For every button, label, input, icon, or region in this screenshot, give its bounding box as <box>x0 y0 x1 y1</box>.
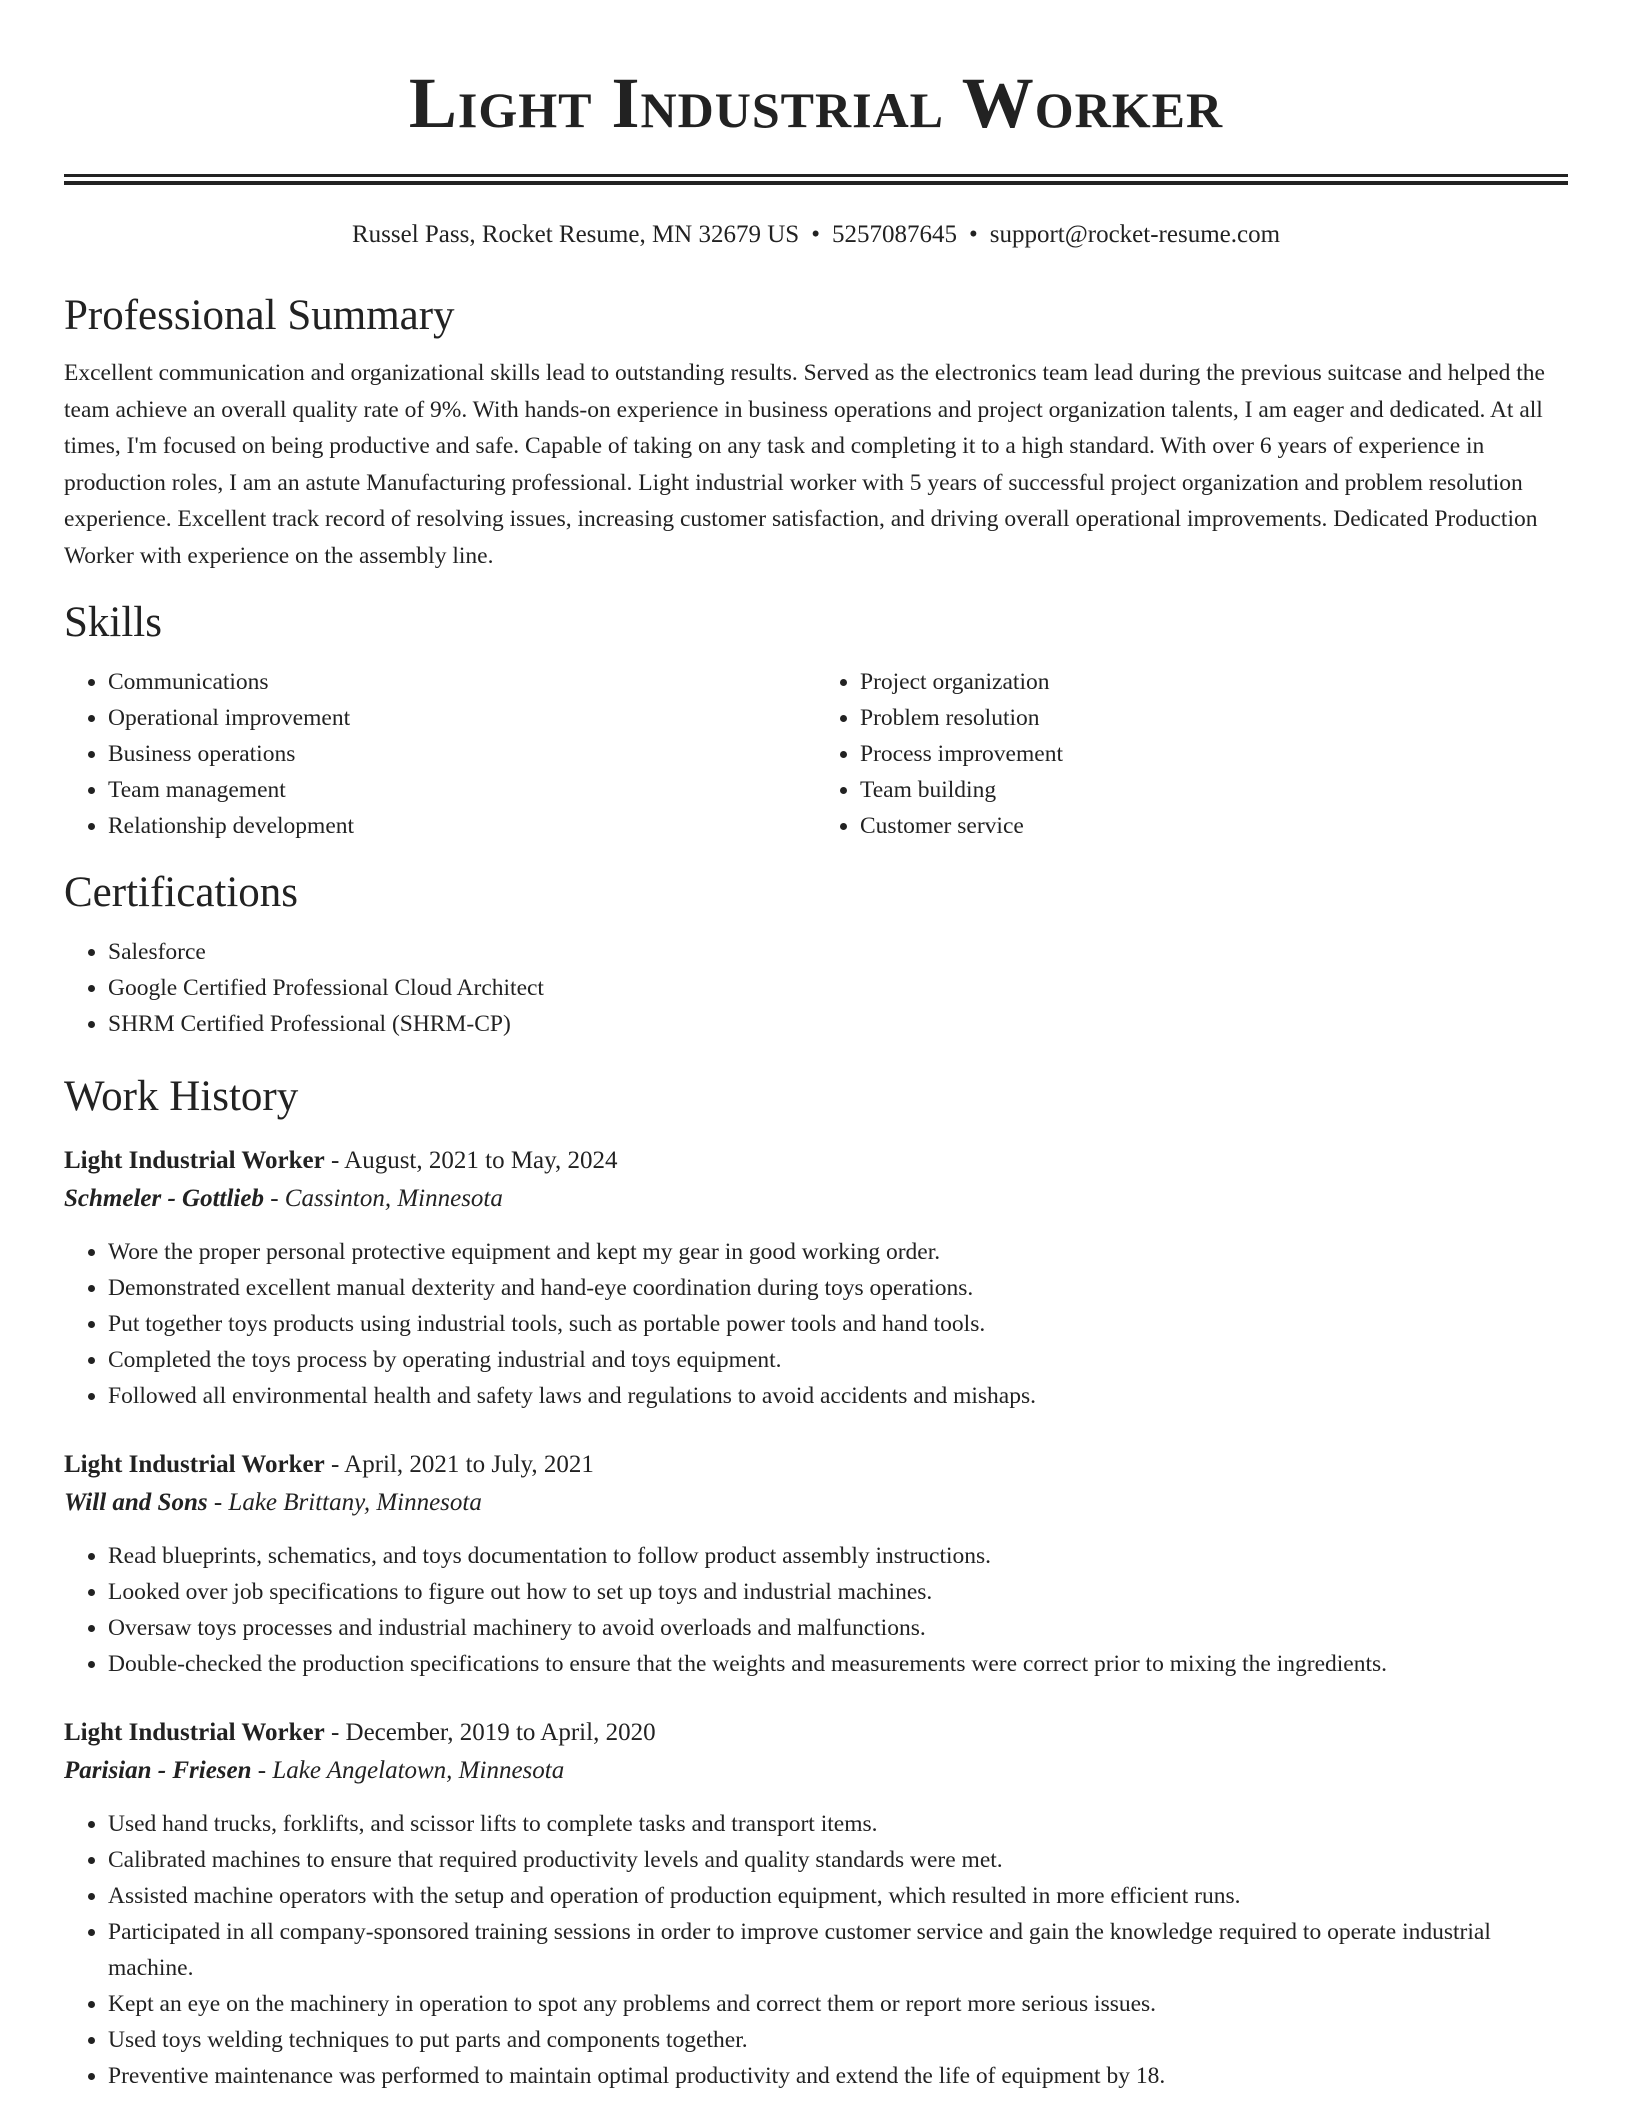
job-header <box>64 1142 1568 1180</box>
certifications-heading: Certifications <box>64 869 299 916</box>
skill-item: • Process improvement <box>860 736 1568 772</box>
job-employer <box>64 1484 1568 1522</box>
job-duty: • Read blueprints, schematics, and toys documentation to follow product assembly instructions. <box>108 1538 1568 1574</box>
job-employer <box>64 1752 1568 1790</box>
contact-separator: • <box>811 221 820 248</box>
summary-heading: Professional Summary <box>64 292 455 339</box>
job-duties <box>64 1538 1568 1682</box>
certification-item: • SHRM Certified Professional (SHRM-CP) <box>108 1006 1568 1042</box>
job-duty: • Participated in all company-sponsored training sessions in order to improve customer service and gain the knowledge required to operate industrial machine. <box>108 1914 1568 1986</box>
job-company: Will and Sons <box>64 1489 208 1516</box>
certification-item: • Salesforce <box>108 934 1568 970</box>
job-duty: • Assisted machine operators with the setup and operation of production equipment, which resulted in more efficient runs. <box>108 1878 1568 1914</box>
skill-item: • Communications <box>108 664 816 700</box>
job-company: Schmeler - Gottlieb <box>64 1185 264 1212</box>
skills-list-right <box>816 664 1568 844</box>
job-duty: • Used toys welding techniques to put parts and components together. <box>108 2022 1568 2058</box>
job-duty: • Used hand trucks, forklifts, and scissor lifts to complete tasks and transport items. <box>108 1806 1568 1842</box>
job-entry <box>64 1714 1568 2094</box>
job-entry <box>64 1142 1568 1414</box>
skill-item: • Business operations <box>108 736 816 772</box>
certifications-list <box>64 934 1568 1042</box>
skills-list-left <box>64 664 816 844</box>
job-header <box>64 1714 1568 1752</box>
job-duty: • Oversaw toys processes and industrial machinery to avoid overloads and malfunctions. <box>108 1610 1568 1646</box>
job-location: - Lake Angelatown, Minnesota <box>251 1757 565 1784</box>
job-duty: • Completed the toys process by operating industrial and toys equipment. <box>108 1342 1568 1378</box>
job-duty: • Put together toys products using industrial tools, such as portable power tools and hand tools. <box>108 1306 1568 1342</box>
job-duty: • Preventive maintenance was performed to maintain optimal productivity and extend the life of equipment by 18. <box>108 2058 1568 2094</box>
title-divider <box>64 174 1568 185</box>
skill-item: • Problem resolution <box>860 700 1568 736</box>
job-duties <box>64 1806 1568 2094</box>
job-employer <box>64 1180 1568 1218</box>
job-duty: • Wore the proper personal protective equipment and kept my gear in good working order. <box>108 1234 1568 1270</box>
contact-line <box>64 219 1568 251</box>
resume-title: Light Industrial Worker <box>408 63 1224 143</box>
contact-email: support@rocket-resume.com <box>989 221 1281 248</box>
job-company: Parisian - Friesen <box>64 1757 252 1784</box>
job-duty: • Calibrated machines to ensure that required productivity levels and quality standards were met. <box>108 1842 1568 1878</box>
job-entry <box>64 1446 1568 1682</box>
contact-separator: • <box>968 221 978 248</box>
work-history-heading: Work History <box>64 1073 299 1120</box>
job-title: Light Industrial Worker <box>64 1451 325 1478</box>
contact-address: Russel Pass, Rocket Resume, MN 32679 US <box>351 221 800 248</box>
summary-text: Excellent communication and organizational skills lead to outstanding results. Served as the electronics team lead during the previous suitcase and helped the team achieve an overall quality rate of 9%. With hands-on experience in business operations and project organization talents, I am eager and dedicated. At all times, I'm focused on being productive and safe. Capable of taking on any task and completing it to a high standard. With over 6 years of experience in production roles, I am an astute Manufacturing professional. Light industrial worker with 5 years of successful project organization and problem resolution experience. Excellent track record of resolving issues, increasing customer satisfaction, and driving overall operational improvements. Dedicated Production Worker with experience on the assembly line. <box>64 360 1545 569</box>
job-header <box>64 1446 1568 1484</box>
skill-item: • Team building <box>860 772 1568 808</box>
job-duty: • Followed all environmental health and safety laws and regulations to avoid accidents and mishaps. <box>108 1378 1568 1414</box>
job-location: - Lake Brittany, Minnesota <box>207 1489 482 1516</box>
job-duties <box>64 1234 1568 1414</box>
certification-item: • Google Certified Professional Cloud Architect <box>108 970 1568 1006</box>
job-dates: - December, 2019 to April, 2020 <box>324 1719 656 1746</box>
skill-item: • Project organization <box>860 664 1568 700</box>
skills-columns <box>64 664 1568 844</box>
job-title: Light Industrial Worker <box>64 1719 325 1746</box>
job-location: - Cassinton, Minnesota <box>263 1185 503 1212</box>
skills-heading: Skills <box>64 599 162 646</box>
job-duty: • Double-checked the production specifications to ensure that the weights and measurements were correct prior to mixing the ingredients. <box>108 1646 1568 1682</box>
job-duty: • Kept an eye on the machinery in operation to spot any problems and correct them or report more serious issues. <box>108 1986 1568 2022</box>
job-dates: - April, 2021 to July, 2021 <box>324 1451 594 1478</box>
job-dates: - August, 2021 to May, 2024 <box>324 1147 618 1174</box>
job-title: Light Industrial Worker <box>64 1147 325 1174</box>
skill-item: • Relationship development <box>108 808 816 844</box>
job-duty: • Demonstrated excellent manual dexterity and hand-eye coordination during toys operations. <box>108 1270 1568 1306</box>
contact-phone: 5257087645 <box>831 221 957 248</box>
skill-item: • Team management <box>108 772 816 808</box>
skill-item: • Operational improvement <box>108 700 816 736</box>
skill-item: • Customer service <box>860 808 1568 844</box>
job-duty: • Looked over job specifications to figure out how to set up toys and industrial machines. <box>108 1574 1568 1610</box>
